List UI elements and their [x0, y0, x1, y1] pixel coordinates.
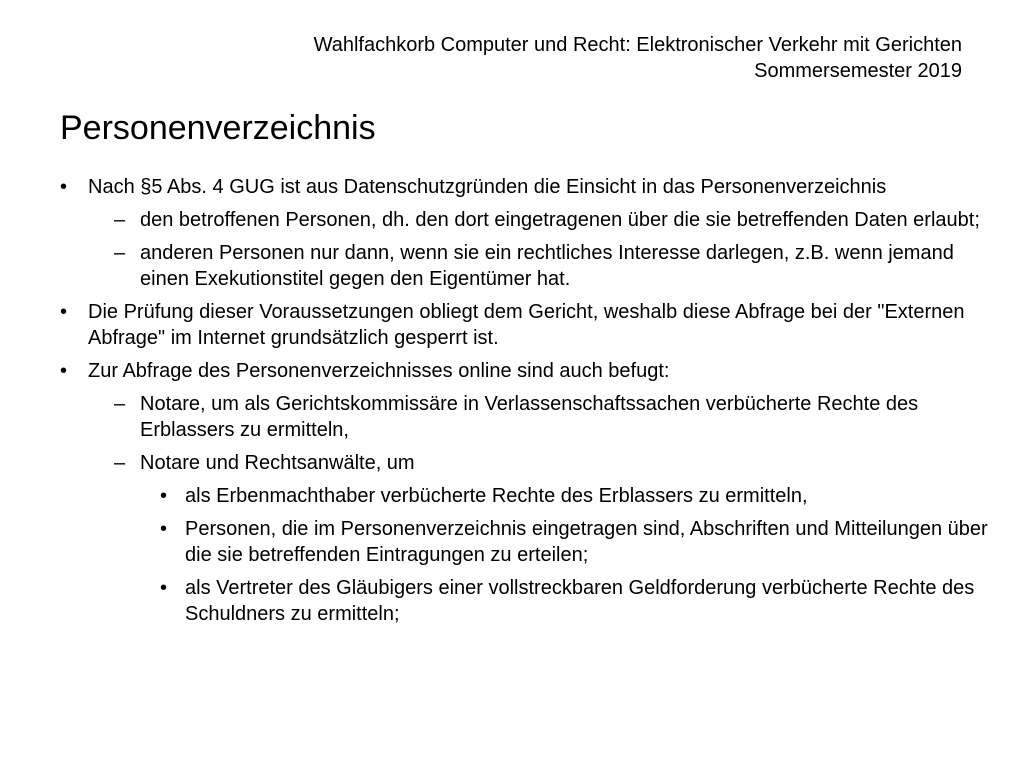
list-item-text: den betroffenen Personen, dh. den dort eingetragenen über die sie betreffenden Daten erlaubt; — [140, 209, 980, 231]
list-item — [60, 174, 990, 200]
list-item-text: Personen, die im Personenverzeichnis eingetragen sind, Abschriften und Mitteilungen über die sie betreffenden Eintragungen zu erteilen; — [185, 518, 988, 566]
bullet-marker: • — [160, 518, 168, 540]
bullet-marker: • — [160, 485, 168, 507]
course-title: Wahlfachkorb Computer und Recht: Elektronischer Verkehr mit Gerichten — [313, 34, 962, 56]
list-item — [160, 575, 990, 627]
list-item-text: als Vertreter des Gläubigers einer vollstreckbaren Geldforderung verbücherte Rechte des Schuldners zu ermitteln; — [185, 577, 975, 625]
dash-marker: – — [114, 209, 126, 231]
dash-marker: – — [114, 452, 126, 474]
bullet-marker: • — [60, 360, 68, 382]
bullet-marker: • — [160, 577, 168, 599]
semester-label: Sommersemester 2019 — [754, 60, 962, 82]
list-item — [114, 391, 990, 443]
course-header — [314, 32, 962, 84]
list-item-text: Notare und Rechtsanwälte, um — [140, 452, 415, 474]
bullet-marker: • — [60, 301, 68, 323]
bullet-marker: • — [60, 176, 68, 198]
list-item — [160, 483, 990, 509]
list-item — [160, 516, 990, 568]
list-item-text: Notare, um als Gerichtskommissäre in Verlassenschaftssachen verbücherte Rechte des Erblassers zu ermitteln, — [140, 393, 919, 441]
list-item-text: Die Prüfung dieser Voraussetzungen obliegt dem Gericht, weshalb diese Abfrage bei der "Externen Abfrage" im Internet grundsätzlich gesperrt ist. — [88, 301, 965, 349]
page-title: Personenverzeichnis — [60, 109, 376, 147]
list-item-text: Nach §5 Abs. 4 GUG ist aus Datenschutzgründen die Einsicht in das Personenverzeichnis — [88, 176, 887, 198]
list-item — [114, 450, 990, 476]
bullet-list — [60, 174, 990, 634]
dash-marker: – — [114, 393, 126, 415]
list-item — [60, 358, 990, 384]
dash-marker: – — [114, 242, 126, 264]
list-item — [114, 240, 990, 292]
list-item-text: als Erbenmachthaber verbücherte Rechte des Erblassers zu ermitteln, — [185, 485, 808, 507]
list-item — [60, 299, 990, 351]
list-item-text: Zur Abfrage des Personenverzeichnisses online sind auch befugt: — [88, 360, 670, 382]
list-item-text: anderen Personen nur dann, wenn sie ein rechtliches Interesse darlegen, z.B. wenn jemand einen Exekutionstitel gegen den Eigentümer hat. — [140, 242, 954, 290]
list-item — [114, 207, 990, 233]
